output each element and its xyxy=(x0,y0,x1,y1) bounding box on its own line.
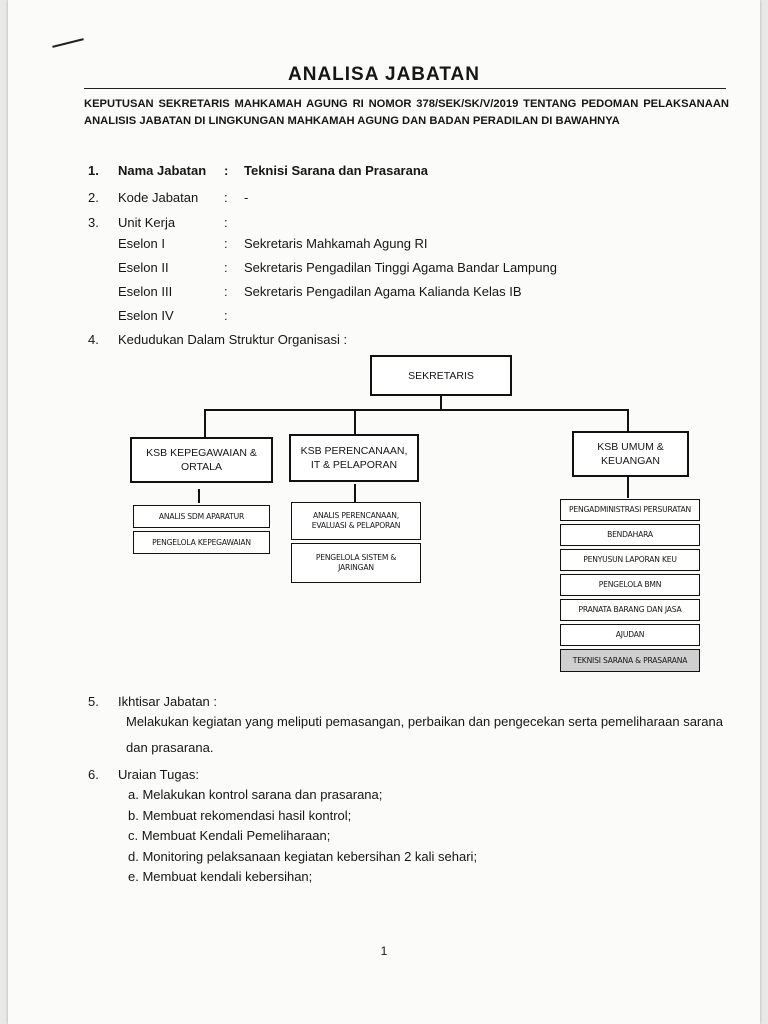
item-number: 1. xyxy=(88,163,99,178)
field-value: - xyxy=(244,190,249,205)
field-nama-jabatan xyxy=(8,163,760,179)
section-label: Uraian Tugas: xyxy=(118,767,199,782)
document-title: ANALISA JABATAN xyxy=(288,64,480,85)
item-number: 2. xyxy=(88,190,99,205)
field-kedudukan xyxy=(8,332,760,348)
field-label: Eselon II xyxy=(118,260,169,275)
field-label: Unit Kerja xyxy=(118,215,176,230)
document-page xyxy=(8,0,760,1024)
field-value: Sekretaris Mahkamah Agung RI xyxy=(244,236,428,251)
field-colon: : xyxy=(224,163,229,178)
item-number: 4. xyxy=(88,332,99,347)
org-sub-pranata-barang: PRANATA BARANG DAN JASA xyxy=(560,599,700,621)
org-box-ksb-kepegawaian: KSB KEPEGAWAIAN & ORTALA xyxy=(130,437,273,483)
field-eselon-2 xyxy=(8,260,760,276)
connector-line xyxy=(198,489,200,503)
section-label: Ikhtisar Jabatan : xyxy=(118,694,217,709)
connector-line xyxy=(204,409,206,438)
task-item: c. Membuat Kendali Pemeliharaan; xyxy=(128,828,331,843)
field-colon: : xyxy=(224,236,228,251)
ikhtisar-text: Melakukan kegiatan yang meliputi pemasangan, perbaikan dan pengecekan serta pemeliharaan sarana dan prasarana. xyxy=(126,714,723,755)
connector-line xyxy=(627,409,629,433)
field-colon: : xyxy=(224,260,228,275)
field-label: Kode Jabatan xyxy=(118,190,199,205)
org-sub-analis-perencanaan: ANALIS PERENCANAAN, EVALUASI & PELAPORAN xyxy=(291,502,421,540)
org-sub-pengelola-kepegawaian: PENGELOLA KEPEGAWAIAN xyxy=(133,531,270,554)
task-item: e. Membuat kendali kebersihan; xyxy=(128,869,313,884)
org-box-ksb-umum: KSB UMUM & KEUANGAN xyxy=(572,431,689,477)
field-eselon-4 xyxy=(8,308,760,324)
task-item: a. Melakukan kontrol sarana dan prasarana; xyxy=(128,787,383,802)
field-label: Nama Jabatan xyxy=(118,163,207,178)
org-sub-teknisi-sarana: TEKNISI SARANA & PRASARANA xyxy=(560,649,700,672)
org-sub-analis-sdm: ANALIS SDM APARATUR xyxy=(133,505,270,528)
title-underline xyxy=(84,88,726,89)
field-colon: : xyxy=(224,284,228,299)
field-label: Eselon III xyxy=(118,284,173,299)
field-label: Eselon IV xyxy=(118,308,174,323)
org-box-ksb-perencanaan: KSB PERENCANAAN, IT & PELAPORAN xyxy=(289,434,419,482)
field-eselon-3 xyxy=(8,284,760,300)
org-sub-penyusun-laporan: PENYUSUN LAPORAN KEU xyxy=(560,549,700,571)
connector-line xyxy=(204,409,628,411)
page-number: 1 xyxy=(380,944,388,958)
field-colon: : xyxy=(224,190,228,205)
section-ikhtisar-heading xyxy=(8,694,760,710)
field-value: Teknisi Sarana dan Prasarana xyxy=(244,163,429,178)
org-sub-pengelola-bmn: PENGELOLA BMN xyxy=(560,574,700,596)
org-box-sekretaris: SEKRETARIS xyxy=(370,355,512,396)
org-sub-ajudan: AJUDAN xyxy=(560,624,700,646)
field-unit-kerja xyxy=(8,215,760,231)
connector-line xyxy=(354,409,356,435)
field-value: Sekretaris Pengadilan Agama Kalianda Kelas IB xyxy=(244,284,522,299)
field-colon: : xyxy=(224,308,228,323)
field-label: Kedudukan Dalam Struktur Organisasi : xyxy=(118,332,348,347)
section-uraian-heading xyxy=(8,767,760,783)
field-label: Eselon I xyxy=(118,236,165,251)
connector-line xyxy=(627,476,629,498)
connector-line xyxy=(440,395,442,411)
task-item: b. Membuat rekomendasi hasil kontrol; xyxy=(128,808,352,823)
item-number: 6. xyxy=(88,767,99,782)
item-number: 5. xyxy=(88,694,99,709)
field-kode-jabatan xyxy=(8,190,760,206)
field-value: Sekretaris Pengadilan Tinggi Agama Bandar Lampung xyxy=(244,260,557,275)
connector-line xyxy=(354,484,356,502)
decree-heading: KEPUTUSAN SEKRETARIS MAHKAMAH AGUNG RI NOMOR 378/SEK/SK/V/2019 TENTANG PEDOMAN PELAKSANAAN ANALISIS JABATAN DI LINGKUNGAN MAHKAMAH AGUNG DAN BADAN PERADILAN DI BAWAHNYA xyxy=(84,98,729,127)
scan-pen-mark xyxy=(52,38,84,48)
org-sub-pengelola-sistem: PENGELOLA SISTEM & JARINGAN xyxy=(291,543,421,583)
field-colon: : xyxy=(224,215,228,230)
org-sub-bendahara: BENDAHARA xyxy=(560,524,700,546)
item-number: 3. xyxy=(88,215,99,230)
task-item: d. Monitoring pelaksanaan kegiatan kebersihan 2 kali sehari; xyxy=(128,849,478,864)
org-sub-pengadministrasi: PENGADMINISTRASI PERSURATAN xyxy=(560,499,700,521)
field-eselon-1 xyxy=(8,236,760,252)
